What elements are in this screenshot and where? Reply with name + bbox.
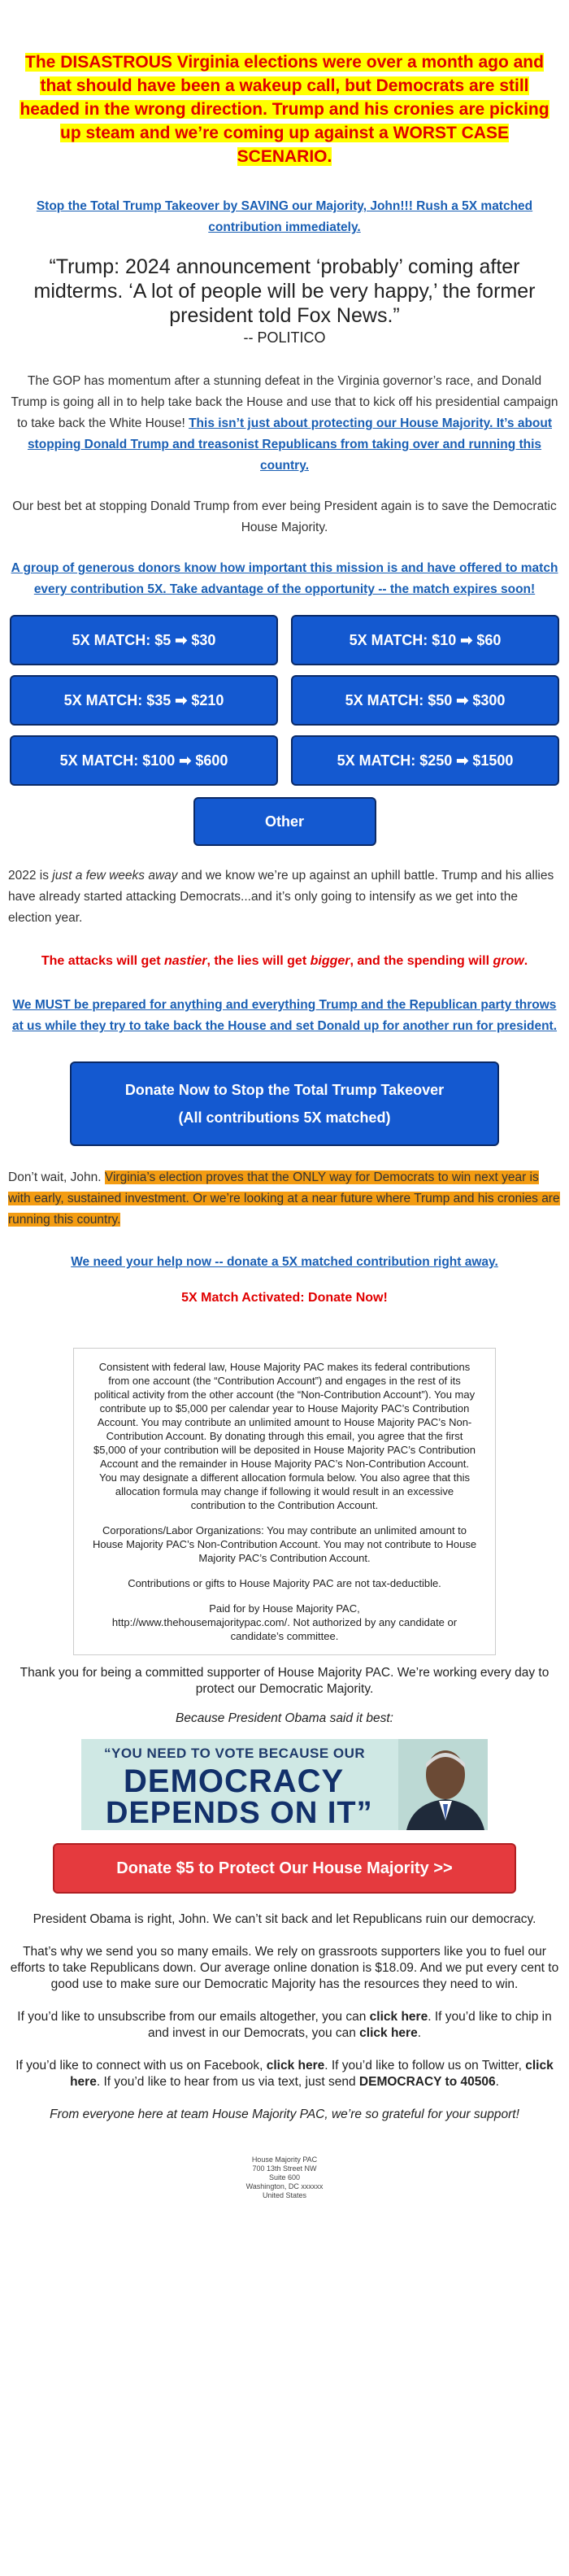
paragraph-emails: That’s why we send you so many emails. We rely on grassroots supporters like you to fuel our efforts to take Republicans down. Our average online donation is $18.09. And we put every cent to good use to make sure our Democratic Majority has the resources they need to win. (10, 1945, 559, 1991)
footer-address (8, 2155, 561, 2200)
chip-in-link[interactable]: click here (359, 2026, 418, 2040)
headline-text: The DISASTROUS Virginia elections were over a month ago and that should have been a wakeup call, but Democrats are still headed in the wrong direction. Trump and his cronies are picking up steam and we’re coming up against a WORST CASE SCENARIO. (20, 53, 549, 166)
match-button-grid (8, 615, 561, 786)
quote-source: -- POLITICO (243, 329, 326, 346)
paid-for-line1: Paid for by House Majority PAC, (209, 1602, 360, 1615)
match-button-50[interactable]: 5X MATCH: $50 ➡ $300 (291, 675, 559, 726)
attacks-a: The attacks will get (41, 954, 164, 968)
p2022-b: and we know we’re up against an uphill battle. Trump and his allies have already started attacking Democrats...and it’s only going to intensify as we get into the election year. (8, 869, 554, 925)
paragraph-best-bet: Our best bet at stopping Donald Trump from ever being President again is to save the Democratic House Majority. (12, 499, 557, 534)
disclaimer-paid-for (90, 1602, 479, 1643)
paragraph-obama-right: President Obama is right, John. We can’t sit back and let Republicans ruin our democracy. (33, 1912, 536, 1926)
unsub-c: . (417, 2026, 422, 2040)
obama-image-big-text-2: DEPENDS ON IT” (106, 1796, 373, 1830)
intro-link-block (8, 196, 561, 238)
obama-image-big-text-1: DEMOCRACY (124, 1763, 345, 1799)
match-button-35[interactable]: 5X MATCH: $35 ➡ $210 (10, 675, 278, 726)
p2022-em: just a few weeks away (52, 869, 178, 883)
connect-a: If you’d like to connect with us on Facebook, (15, 2059, 267, 2073)
paragraph-dont-wait (8, 1167, 561, 1231)
attacks-statement (8, 950, 561, 972)
signoff: From everyone here at team House Majority PAC, we’re so grateful for your support! (50, 2107, 519, 2121)
donate-5-button[interactable]: Donate $5 to Protect Our House Majority >> (53, 1843, 516, 1894)
address-line: Washington, DC xxxxxx (245, 2182, 324, 2190)
disclaimer-accounts: Consistent with federal law, House Majority PAC makes its federal contributions from one account (the “Contribution Account”) and engages in the rest of its political activity from the other account (the “Non-Contribution Account”). You may contribute up to $5,000 per calendar year to House Majority PAC’s Contribution Account. You may contribute an unlimited amount to House Majority PAC’s Non-Contribution Account. By donating through this email, you agree that the first $5,000 of your contribution will be deposited in House Majority PAC’s Contribution Account and the remainder in House Majority PAC’s Non-Contribution Account. You may designate a different allocation formula below. You also agree that this allocation formula may change if following it would result in an excessive contribution to the Contribution Account. (93, 1361, 476, 1511)
attacks-grow: grow (493, 954, 524, 968)
address-line: Suite 600 (268, 2173, 301, 2182)
unsubscribe-link[interactable]: click here (369, 2010, 428, 2024)
paid-for-line2: http://www.thehousemajoritypac.com/. Not authorized by any candidate or candidate’s committee. (111, 1616, 458, 1642)
paragraph-prepared (8, 995, 561, 1037)
prepared-link[interactable]: We MUST be prepared for anything and everything Trump and the Republican party throws at us while they try to take back the House and set Donald up for another run for president. (11, 998, 558, 1033)
match-activated-link[interactable]: 5X Match Activated: Donate Now! (181, 1291, 388, 1305)
facebook-link[interactable]: click here (266, 2059, 325, 2073)
connect-d: . (495, 2075, 499, 2089)
paragraph-gop-momentum (8, 371, 561, 477)
disclaimer-corporations: Corporations/Labor Organizations: You may contribute an unlimited amount to House Majority PAC’s Non-Contribution Account. You may not contribute to House Majority PAC’s Contribution Account. (92, 1524, 477, 1564)
match-button-10[interactable]: 5X MATCH: $10 ➡ $60 (291, 615, 559, 665)
obama-photo (398, 1739, 488, 1830)
dont-wait-a: Don’t wait, John. (8, 1170, 105, 1184)
virginia-highlight: Virginia’s election proves that the ONLY way for Democrats to win next year is with early, sustained investment. Or we’re looking at a near future where Trump and his cronies are running this country. (8, 1170, 560, 1227)
donate-now-button[interactable] (70, 1061, 499, 1146)
match-button-5[interactable]: 5X MATCH: $5 ➡ $30 (10, 615, 278, 665)
headline (13, 50, 556, 168)
email-body (8, 50, 561, 2200)
paragraph-donors (8, 558, 561, 600)
donors-match-link[interactable]: A group of generous donors know how important this mission is and have offered to match every contribution 5X. Take advantage of the opportunity -- the match expires soon! (11, 561, 558, 596)
twitter-link[interactable]: click here (70, 2059, 554, 2089)
donate-now-line1: Donate Now to Stop the Total Trump Takeover (124, 1082, 445, 1098)
attacks-b: , the lies will get (206, 954, 311, 968)
obama-intro: Because President Obama said it best: (176, 1711, 393, 1725)
politico-quote: “Trump: 2024 announcement ‘probably’ coming after midterms. ‘A lot of people will be very happy,’ the former president told Fox News.” (33, 255, 536, 327)
thank-you-text: Thank you for being a committed supporter of House Majority PAC. We’re working every day to protect our Democratic Majority. (20, 1666, 549, 1696)
intro-donate-link[interactable]: Stop the Total Trump Takeover by SAVING our Majority, John!!! Rush a 5X matched contribution immediately. (36, 199, 533, 234)
activated-block (8, 1291, 561, 1305)
legal-disclaimer (73, 1348, 496, 1655)
disclaimer-tax: Contributions or gifts to House Majority PAC are not tax-deductible. (128, 1577, 441, 1589)
text-keyword: DEMOCRACY to 40506 (358, 2075, 496, 2089)
protect-majority-link[interactable]: This isn’t just about protecting our House Majority. It’s about stopping Donald Trump and treasonist Republicans from taking over and running this country. (27, 416, 553, 473)
connect-b: . If you’d like to follow us on Twitter, (324, 2059, 526, 2073)
paragraph-help-now (8, 1252, 561, 1273)
paragraph-unsubscribe (8, 2009, 561, 2042)
attacks-bigger: bigger (310, 954, 350, 968)
address-line: House Majority PAC (251, 2155, 318, 2164)
address-line: United States (262, 2191, 307, 2199)
help-now-link[interactable]: We need your help now -- donate a 5X matched contribution right away. (71, 1255, 498, 1269)
other-amount-button[interactable]: Other (193, 797, 376, 846)
paragraph-2022 (8, 865, 561, 929)
address-line: 700 13th Street NW (252, 2164, 317, 2173)
connect-c: . If you’d like to hear from us via text, just send (96, 2075, 359, 2089)
obama-image-small-text: “YOU NEED TO VOTE BECAUSE OUR (104, 1746, 366, 1761)
attacks-c: , and the spending will (350, 954, 493, 968)
match-button-100[interactable]: 5X MATCH: $100 ➡ $600 (10, 735, 278, 786)
obama-quote-image[interactable] (81, 1739, 488, 1830)
unsub-a: If you’d like to unsubscribe from our emails altogether, you can (17, 2010, 370, 2024)
paragraph-gop-text: The GOP has momentum after a stunning defeat in the Virginia governor’s race, and Donald Trump is going all in to help take back the House and use that to kick off his presidential campaign to take back the White House! (11, 374, 558, 430)
attacks-d: . (523, 954, 528, 968)
match-button-250[interactable]: 5X MATCH: $250 ➡ $1500 (291, 735, 559, 786)
donate-now-line2: (All contributions 5X matched) (178, 1109, 391, 1126)
p2022-a: 2022 is (8, 869, 53, 883)
attacks-nastier: nastier (163, 954, 207, 968)
unsub-b: . If you’d like to chip in and invest in our Democrats, you can (147, 2010, 552, 2040)
paragraph-connect (8, 2058, 561, 2090)
